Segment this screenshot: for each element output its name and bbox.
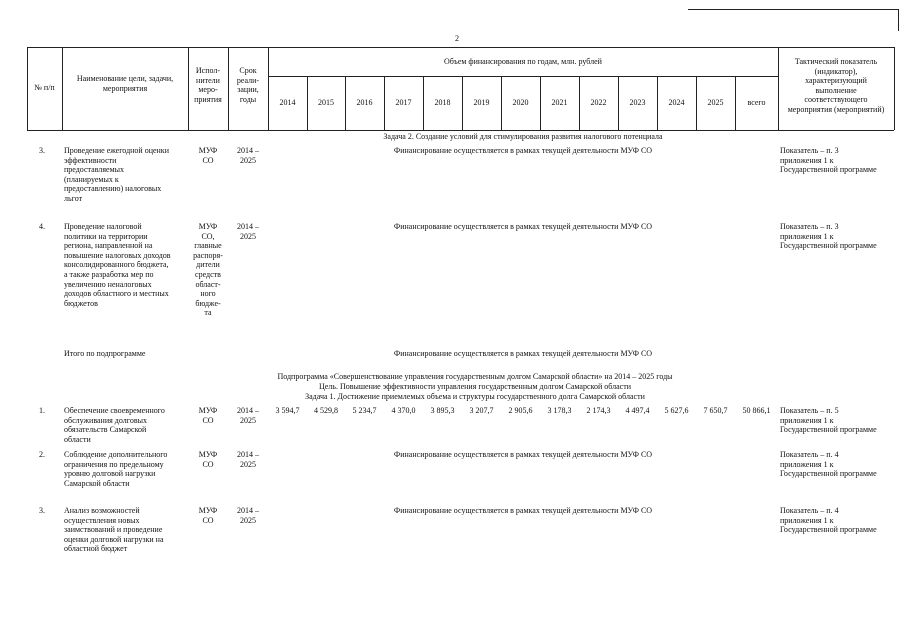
scan-top-line [688,9,898,10]
row-executor: МУФ СО [198,146,218,165]
header-year: 2018 [434,98,451,107]
value-cell: 3 207,7 [469,406,494,415]
row-term: 2014 – 2025 [237,222,259,241]
value-cell-total: 50 866,1 [742,406,771,415]
row-indicator: Показатель – п. 4 приложения 1 к Государственной программе [780,506,877,535]
row-executor: МУФ СО [198,506,218,525]
row-num: 4. [39,222,45,231]
header-year: 2025 [707,98,724,107]
value-cell: 3 594,7 [275,406,300,415]
value-cell: 2 905,6 [508,406,533,415]
header-num: № п/п [34,83,55,92]
row-executor: МУФ СО [198,450,218,469]
row-indicator: Показатель – п. 5 приложения 1 к Государственной программе [780,406,877,435]
value-cell: 3 895,3 [430,406,455,415]
row-num: 2. [39,450,45,459]
row-executor: МУФ СО [198,406,218,425]
row-executor: МУФ СО, главные распоря- дители средств област- ного бюдже- та [193,222,223,318]
funding-note: Финансирование осуществляется в рамках текущей деятельности МУФ СО [393,506,653,515]
row-indicator: Показатель – п. 3 приложения 1 к Государственной программе [780,146,877,175]
header-year: 2021 [551,98,568,107]
row-num: 3. [39,506,45,515]
task2-title: Задача 2. Создание условий для стимулирования развития налогового потенциала [383,132,663,141]
header-year: 2014 [279,98,296,107]
col-border [778,47,779,130]
header-year: 2016 [356,98,373,107]
header-year-total: всего [747,98,766,107]
value-cell: 5 627,6 [664,406,689,415]
page-number: 2 [455,34,459,43]
row-term: 2014 – 2025 [237,406,259,425]
header-year: 2019 [473,98,490,107]
header-name: Наименование цели, задачи, мероприятия [76,74,174,93]
value-cell: 3 178,3 [547,406,572,415]
row-num: 1. [39,406,45,415]
value-cell: 7 650,7 [703,406,728,415]
row-indicator: Показатель – п. 3 приложения 1 к Государственной программе [780,222,877,251]
total-label: Итого по подпрограмме [64,349,146,358]
funding-note: Финансирование осуществляется в рамках текущей деятельности МУФ СО [393,349,653,358]
row-name: Анализ возможностей осуществления новых заимствований и проведение оценки долговой нагрузки на областной бюджет [64,506,164,554]
row-term: 2014 – 2025 [237,450,259,469]
header-year: 2022 [590,98,607,107]
row-indicator: Показатель – п. 4 приложения 1 к Государственной программе [780,450,877,479]
funding-note: Финансирование осуществляется в рамках текущей деятельности МУФ СО [393,450,653,459]
value-cell: 2 174,3 [586,406,611,415]
header-year: 2023 [629,98,646,107]
subprogram-title: Подпрограмма «Совершенствование управления государственным долгом Самарской области» на 2014 – 2025 годы [277,372,673,381]
funding-note: Финансирование осуществляется в рамках текущей деятельности МУФ СО [393,222,653,231]
header-year: 2017 [395,98,412,107]
row-name: Проведение налоговой политики на территории региона, направленной на повышение налоговых доходов консолидированного бюджета, а также разработка мер по увеличению неналоговых доходов областного и местных бюджетов [64,222,171,308]
header-year: 2015 [318,98,334,107]
row-term: 2014 – 2025 [237,146,259,165]
col-border [894,47,895,130]
header-bottom-border [27,130,894,131]
header-top-border [27,47,894,48]
header-funding-title: Объем финансирования по годам, млн. рублей [444,57,602,66]
header-indicator: Тактический показатель (индикатор), характеризующий выполнение соответствующего мероприятия (мероприятий) [787,57,885,114]
scan-right-line [898,9,899,31]
row-name: Соблюдение дополнительного ограничения по предельному уровню долговой нагрузки Самарской области [64,450,168,488]
subprogram-task1: Задача 1. Достижение приемлемых объема и структуры государственного долга Самарской области [305,392,645,401]
value-cell: 4 497,4 [625,406,650,415]
header-term: Срок реали- зации, годы [236,66,260,104]
value-cell: 5 234,7 [352,406,377,415]
subprogram-goal: Цель. Повышение эффективности управления государственным долгом Самарской области [318,382,632,391]
funding-note: Финансирование осуществляется в рамках текущей деятельности МУФ СО [393,146,653,155]
value-cell: 4 529,8 [314,406,338,415]
col-border [62,47,63,130]
row-term: 2014 – 2025 [237,506,259,525]
row-name: Обеспечение своевременного обслуживания долговых обязательств Самарской области [64,406,165,444]
header-executor: Испол- нители меро- приятия [194,66,222,104]
row-name: Проведение ежегодной оценки эффективности предоставляемых (планируемых к предоставлению) налоговых льгот [64,146,169,203]
header-year: 2020 [512,98,529,107]
row-num: 3. [39,146,45,155]
header-year: 2024 [668,98,685,107]
value-cell: 4 370,0 [391,406,416,415]
